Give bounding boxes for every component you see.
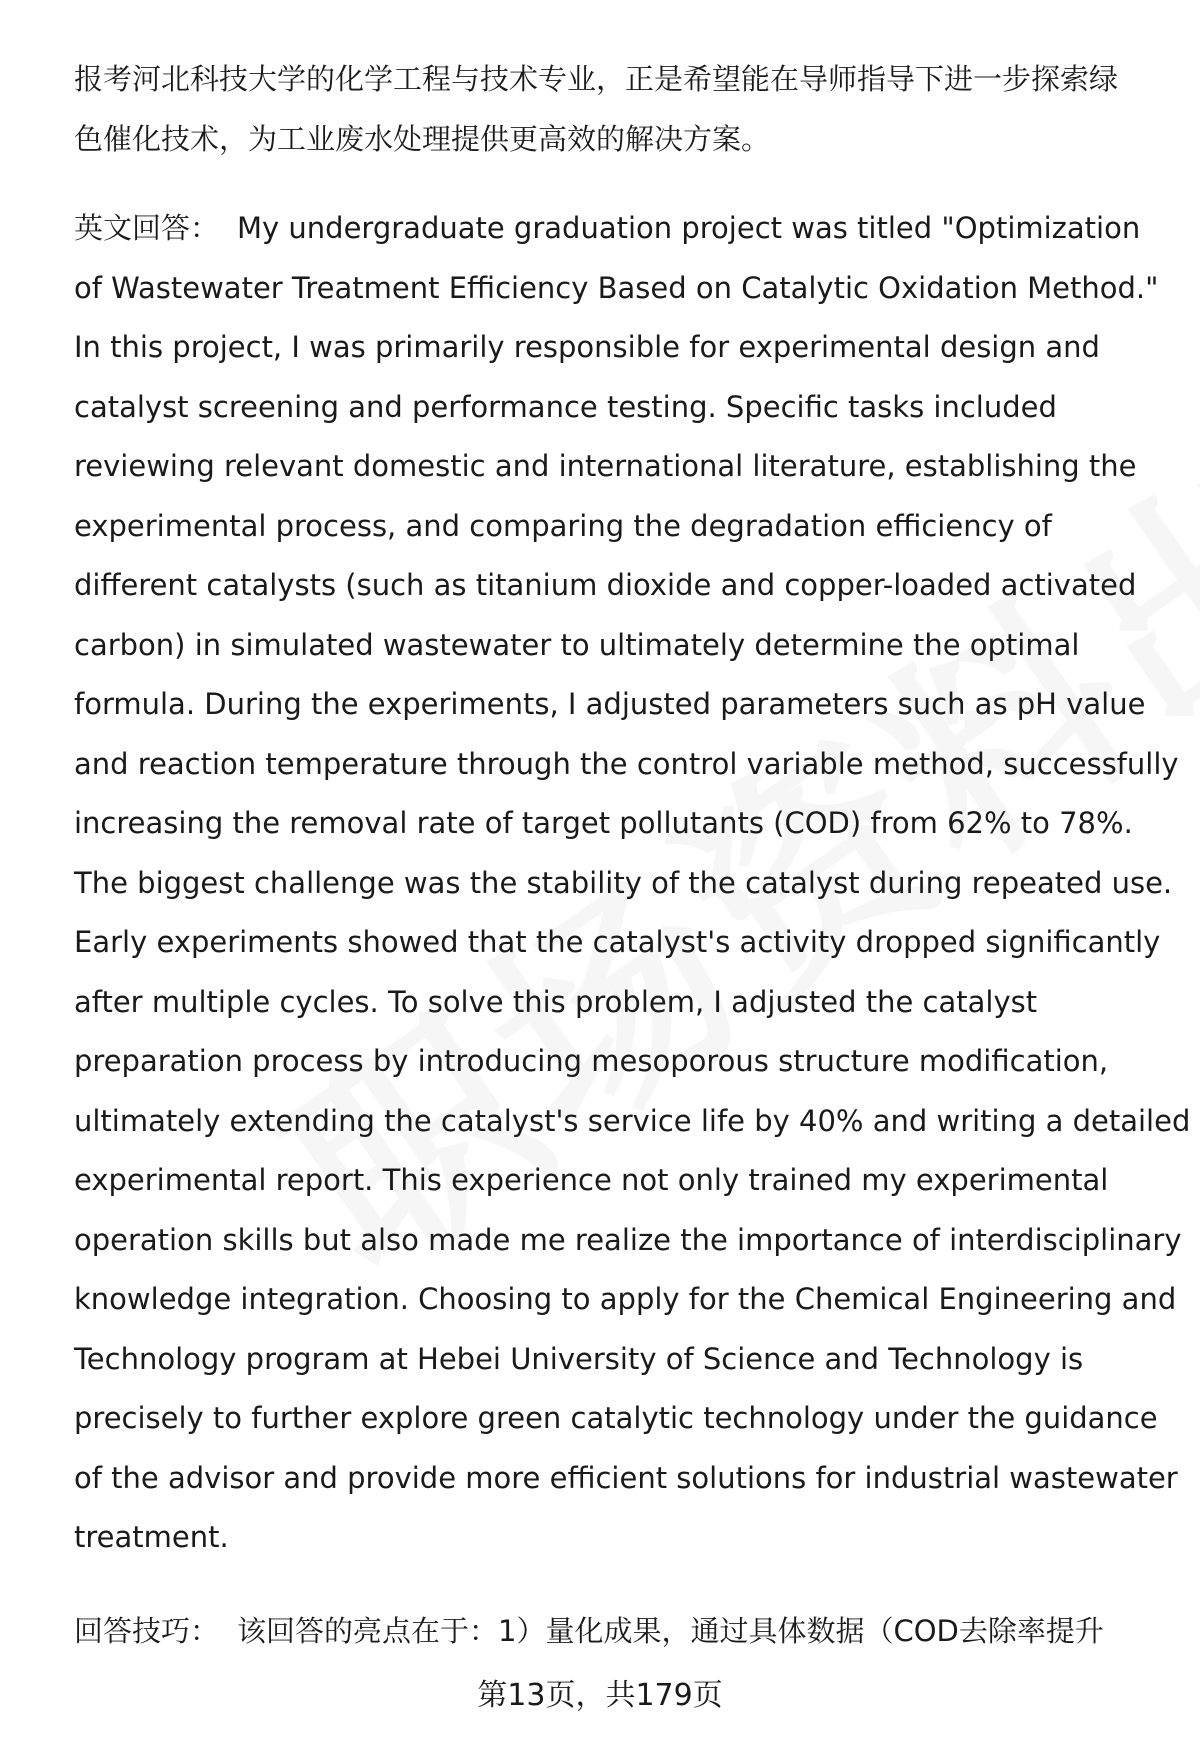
page-number: 第13页，共179页: [477, 1678, 723, 1713]
tips-text: 该回答的亮点在于：1）量化成果，通过具体数据（COD去除率提升: [237, 1614, 1104, 1648]
answer-first-line: [74, 199, 1164, 259]
answer-line: formula. During the experiments, I adjusted parameters such as pH value: [74, 687, 1146, 721]
intro-line: 色催化技术，为工业废水处理提供更高效的解决方案。: [74, 121, 771, 156]
answer-line: different catalysts (such as titanium dioxide and copper-loaded activated: [74, 568, 1137, 602]
answer-line: reviewing relevant domestic and international literature, establishing the: [74, 449, 1137, 483]
answer-line: Technology program at Hebei University of Science and Technology is: [74, 1341, 1084, 1376]
answer-line: of Wastewater Treatment Efficiency Based on Catalytic Oxidation Method.": [74, 270, 1159, 305]
answer-line: of the advisor and provide more efficient solutions for industrial wastewater: [74, 1460, 1178, 1495]
answer-line: after multiple cycles. To solve this problem, I adjusted the catalyst: [74, 984, 1038, 1019]
answer-line: experimental report. This experience not only trained my experimental: [74, 1163, 1109, 1197]
answer-tips-label: 回答技巧：: [74, 1614, 220, 1648]
answer-line: operation skills but also made me realize the importance of interdisciplinary: [74, 1222, 1182, 1257]
answer-line: The biggest challenge was the stability of the catalyst during repeated use.: [74, 865, 1173, 900]
answer-line: carbon) in simulated wastewater to ultimately determine the optimal: [74, 627, 1080, 662]
intro-paragraph: [74, 50, 1164, 169]
english-answer-label: 英文回答：: [74, 211, 220, 245]
answer-line: In this project, I was primarily responsible for experimental design and: [74, 330, 1100, 364]
answer-line: precisely to further explore green catalytic technology under the guidance: [74, 1401, 1158, 1435]
answer-line: experimental process, and comparing the degradation efficiency of: [74, 508, 1052, 543]
answer-line: increasing the removal rate of target pollutants (COD) from 62% to 78%.: [74, 806, 1133, 840]
answer-line: Early experiments showed that the catalyst's activity dropped significantly: [74, 925, 1161, 959]
english-answer-paragraph: [74, 199, 1191, 1568]
answer-tips-paragraph: [74, 1602, 1164, 1662]
intro-line: 报考河北科技大学的化学工程与技术专业，正是希望能在导师指导下进一步探索绿: [74, 62, 1119, 96]
answer-line: catalyst screening and performance testing. Specific tasks included: [74, 389, 1057, 424]
answer-line: and reaction temperature through the control variable method, successfully: [74, 746, 1179, 781]
answer-line: My undergraduate graduation project was titled "Optimization: [237, 211, 1141, 245]
answer-line: treatment.: [74, 1520, 229, 1554]
tips-line: [74, 1602, 1164, 1662]
answer-line: preparation process by introducing mesoporous structure modification,: [74, 1044, 1109, 1078]
answer-line: knowledge integration. Choosing to apply for the Chemical Engineering and: [74, 1282, 1177, 1316]
answer-line: ultimately extending the catalyst's service life by 40% and writing a detailed: [74, 1103, 1191, 1138]
